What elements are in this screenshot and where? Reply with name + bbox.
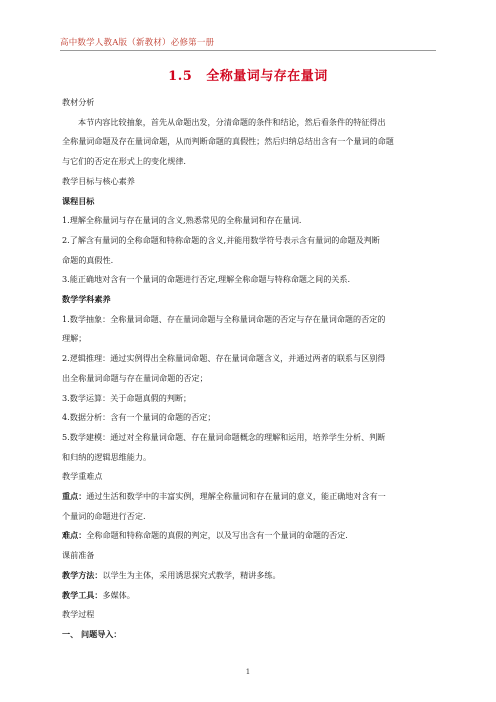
literacy-line: 出全称量词命题与存在量词命题的否定； bbox=[62, 372, 208, 383]
literacy-line: 2.逻辑推理：通过实例得出全称量词命题、存在量词命题含义，并通过两者的联系与区别得 bbox=[62, 353, 386, 364]
header-divider bbox=[60, 50, 436, 51]
prep-heading: 课前准备 bbox=[62, 550, 95, 561]
key-label: 重点： bbox=[62, 491, 87, 502]
page-number: 1 bbox=[245, 668, 251, 676]
analysis-heading: 教材分析 bbox=[62, 97, 95, 107]
literacy-line: 和归纳的逻辑思维能力。 bbox=[62, 451, 152, 462]
key-text: 通过生活和数学中的丰富实例，理解全称量词和存在量词的意义，能正确地对含有一 bbox=[86, 491, 386, 502]
difficulty-label: 难点： bbox=[62, 530, 87, 541]
section-title: 全称量词与存在量词 bbox=[206, 69, 328, 84]
key-point-line: 个量词的命题进行否定. bbox=[62, 510, 146, 521]
difficulty-text: 全称命题和特称命题的真假的判定，以及写出含有一个量词的命题的否定. bbox=[86, 530, 348, 541]
literacy-line: 3.数学运算：关于命题真假的判断； bbox=[62, 392, 192, 403]
goals-heading: 教学目标与核心素养 bbox=[62, 175, 135, 186]
process-heading: 教学过程 bbox=[62, 609, 95, 620]
course-goal-line: 命题的真假性. bbox=[62, 254, 114, 265]
method-label: 教学方法： bbox=[62, 569, 103, 580]
literacy-line: 4.数据分析：含有一个量词的命题的否定； bbox=[62, 412, 216, 423]
running-header: 高中数学人教A版（新教材）必修第一册 bbox=[60, 38, 215, 48]
course-goals-heading: 课程目标 bbox=[62, 195, 95, 206]
document-body bbox=[62, 93, 436, 645]
section-number: 1.5 bbox=[168, 69, 193, 84]
tools-label: 教学工具： bbox=[62, 589, 103, 600]
course-goal-line: 3.能正确地对含有一个量词的命题进行否定,理解全称命题与特称命题之间的关系. bbox=[62, 274, 351, 285]
literacy-line: 5.数学建模：通过对全称量词命题、存在量词命题概念的理解和运用，培养学生分析、判断 bbox=[62, 431, 386, 442]
difficulty-line bbox=[62, 526, 436, 546]
literacy-heading: 数学学科素养 bbox=[62, 294, 111, 305]
tools-text: 多媒体。 bbox=[102, 589, 135, 600]
analysis-line: 与它们的否定在形式上的变化规律. bbox=[62, 156, 186, 167]
literacy-line: 1.数学抽象：全称量词命题、存在量词命题与全称量词命题的否定与存在量词命题的否定的 bbox=[62, 313, 386, 324]
method-line bbox=[62, 566, 436, 586]
method-text: 以学生为主体，采用诱思探究式教学，精讲多练。 bbox=[102, 569, 281, 580]
course-goal-line: 2.了解含有量词的全称命题和特称命题的含义,并能用数学符号表示含有量词的命题及判断 bbox=[62, 234, 380, 245]
page-title bbox=[0, 65, 496, 84]
analysis-line: 全称量词命题及存在量词命题，从而判断命题的真假性；然后归纳总结出含有一个量词的命题 bbox=[62, 136, 394, 147]
course-goal-line: 1.理解全称量词与存在量词的含义,熟悉常见的全称量词和存在量词. bbox=[62, 215, 302, 226]
analysis-line: 本节内容比较抽象，首先从命题出发，分清命题的条件和结论，然后看条件的特征得出 bbox=[78, 116, 386, 127]
key-point-line bbox=[62, 487, 436, 507]
tools-line bbox=[62, 586, 436, 606]
section-one-heading: 一、 问题导入： bbox=[62, 628, 122, 639]
literacy-line: 理解； bbox=[62, 333, 87, 344]
key-points-heading: 教学重难点 bbox=[62, 471, 103, 482]
